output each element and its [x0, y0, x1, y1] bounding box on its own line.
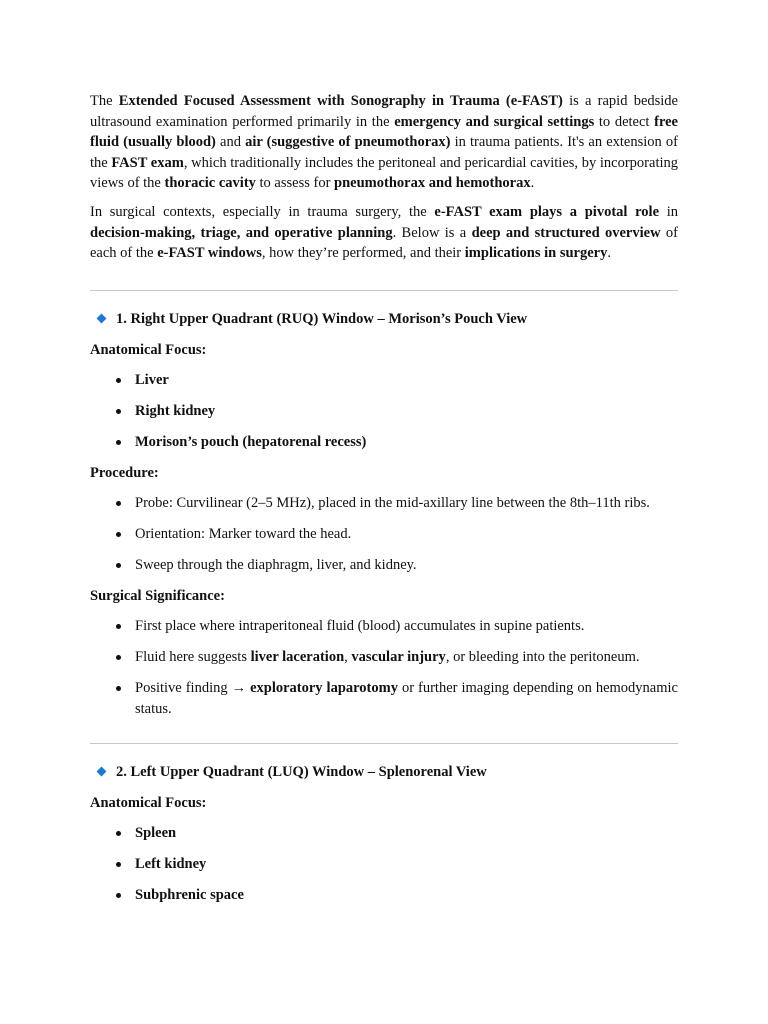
body-text: , which traditionally includes the peritoneal and pericardial cavities, by incorporating views of the	[90, 154, 678, 192]
emphasis-text: e-FAST exam plays a pivotal role	[434, 203, 660, 220]
body-text: in	[659, 203, 678, 220]
emphasis-text: liver laceration	[250, 648, 345, 665]
section-divider	[90, 743, 678, 744]
list-item: Morison’s pouch (hepatorenal recess)	[90, 432, 678, 453]
body-text: Fluid here suggests	[135, 648, 251, 665]
intro-paragraph-2	[90, 202, 678, 264]
section-title-ruq	[90, 309, 678, 329]
emphasis-text: pneumothorax and hemothorax	[334, 175, 531, 192]
list-item	[90, 616, 678, 637]
body-text: .	[607, 245, 611, 262]
body-text: is a rapid bedside ultrasound examination performed primarily in the	[90, 93, 678, 130]
procedure-heading: Procedure:	[90, 464, 159, 481]
list-item: Liver	[90, 370, 678, 391]
body-text: .	[530, 175, 535, 192]
emphasis-text: thoracic cavity	[164, 175, 256, 192]
body-text: ,	[344, 648, 352, 665]
emphasis-text: e-FAST windows	[157, 245, 262, 262]
body-text: . Below is a	[392, 224, 472, 241]
emphasis-text: exploratory laparotomy	[250, 679, 398, 696]
emphasis-text: deep and structured overview	[471, 224, 661, 241]
emphasis-text: implications in surgery	[464, 245, 608, 262]
section-title-luq	[90, 762, 678, 782]
anatomical-focus-heading: Anatomical Focus:	[90, 341, 207, 358]
body-text: and	[215, 134, 246, 151]
list-item: Orientation: Marker toward the head.	[90, 524, 678, 545]
body-text: in trauma patients. It's an extension of the	[90, 134, 678, 171]
emphasis-text: air (suggestive of pneumothorax)	[245, 134, 451, 151]
body-text: In surgical contexts, especially in trauma surgery, the	[90, 203, 435, 220]
anatomical-focus-list	[90, 370, 678, 453]
surgical-significance-heading: Surgical Significance:	[90, 587, 225, 604]
emphasis-text: Extended Focused Assessment with Sonography in Trauma (e-FAST)	[118, 93, 563, 109]
list-item: Spleen	[90, 823, 678, 844]
list-item: Subphrenic space	[90, 885, 678, 906]
body-text: The	[90, 93, 119, 109]
emphasis-text: vascular injury	[351, 648, 446, 665]
list-item: Left kidney	[90, 854, 678, 875]
body-text: to assess for	[255, 175, 335, 192]
list-item	[90, 678, 678, 720]
diamond-bullet-icon	[97, 314, 107, 324]
emphasis-text: free fluid (usually blood)	[90, 113, 678, 151]
emphasis-text: FAST exam	[111, 154, 184, 171]
list-item: Probe: Curvilinear (2–5 MHz), placed in the mid-axillary line between the 8th–11th ribs.	[90, 493, 678, 514]
body-text: or further imaging depending on hemodynamic status.	[135, 679, 678, 717]
surgical-significance-list	[90, 616, 678, 720]
body-text: First place where intraperitoneal fluid (blood) accumulates in supine patients.	[135, 617, 585, 634]
body-text: to detect	[594, 113, 655, 130]
document-page	[90, 91, 678, 906]
body-text: Positive finding →	[135, 679, 251, 696]
section-title-text: 1. Right Upper Quadrant (RUQ) Window – Morison’s Pouch View	[116, 310, 528, 327]
section-title-text: 2. Left Upper Quadrant (LUQ) Window – Splenorenal View	[116, 763, 487, 780]
anatomical-focus-heading: Anatomical Focus:	[90, 794, 207, 811]
emphasis-text: emergency and surgical settings	[394, 113, 595, 130]
procedure-list	[90, 493, 678, 576]
list-item: Right kidney	[90, 401, 678, 422]
body-text: of each of the	[90, 224, 678, 262]
list-item: Sweep through the diaphragm, liver, and kidney.	[90, 555, 678, 576]
anatomical-focus-list	[90, 823, 678, 906]
body-text: , how they’re performed, and their	[261, 245, 465, 262]
section-divider	[90, 290, 678, 291]
body-text: , or bleeding into the peritoneum.	[445, 648, 640, 665]
diamond-bullet-icon	[97, 767, 107, 777]
emphasis-text: decision-making, triage, and operative planning	[90, 224, 393, 241]
list-item	[90, 647, 678, 668]
intro-paragraph-1	[90, 91, 678, 194]
